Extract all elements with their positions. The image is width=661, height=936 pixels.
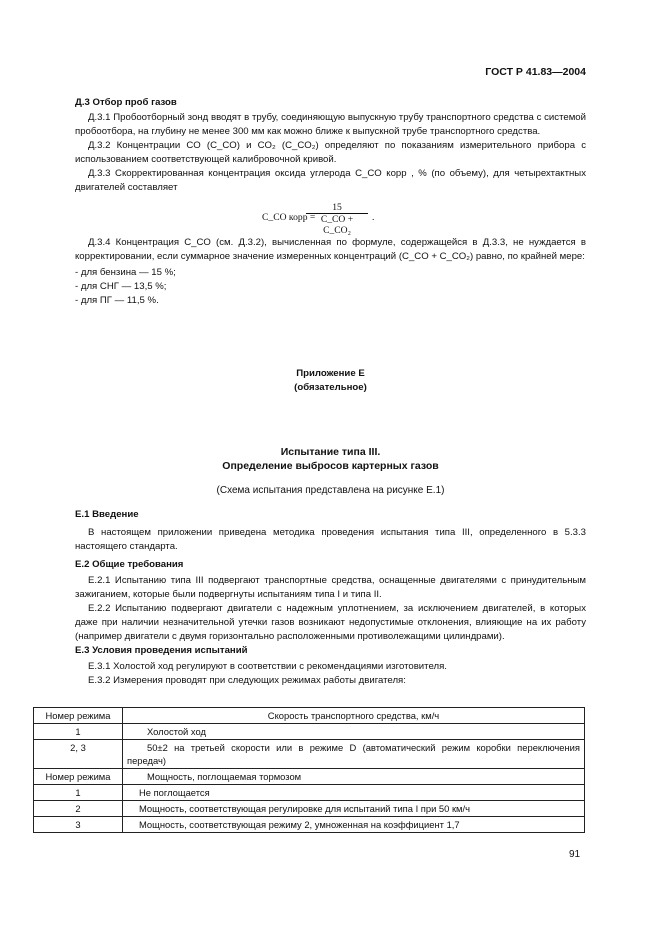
table-cell: Холостой ход <box>123 724 585 740</box>
formula-tail: . <box>372 212 375 223</box>
table-row <box>34 740 585 769</box>
table-cell: 1 <box>34 724 123 740</box>
formula-numerator: 15 <box>306 202 368 214</box>
section-e3-title: Е.3 Условия проведения испытаний <box>75 645 248 656</box>
annex-heading-2: Определение выбросов картерных газов <box>222 460 439 472</box>
annex-heading-1: Испытание типа III. <box>280 446 381 458</box>
table-header-cell: Номер режима <box>34 769 123 785</box>
section-e2-title: Е.2 Общие требования <box>75 559 184 570</box>
table-header-row <box>34 769 585 785</box>
paragraph-d32: Д.3.2 Концентрации CO (C_CO) и CO₂ (C_CO₂) определяют по показаниям измерительного прибора с использованием соответствующей калибровочной кривой. <box>75 140 586 165</box>
paragraph-d31: Д.3.1 Пробоотборный зонд вводят в трубу, соединяющую выпускную трубу транспортного средства с системой пробоотбора, на глубину не менее 300 мм как можно ближе к выпускной трубе транспортного средства. <box>75 112 586 137</box>
modes-table <box>33 707 585 833</box>
paragraph-e21: Е.2.1 Испытанию типа III подвергают транспортные средства, оснащенные двигателями с принудительным зажиганием, которые были подвергнуты испытаниям типа I и типа II. <box>75 575 586 600</box>
paragraph-e32: Е.3.2 Измерения проводят при следующих режимах работы двигателя: <box>88 675 406 686</box>
annex-title: Приложение Е <box>296 368 365 379</box>
page-number: 91 <box>569 849 581 860</box>
paragraph-d34: Д.3.4 Концентрация C_CO (см. Д.3.2), вычисленная по формуле, содержащейся в Д.3.3, не нуждается в корректировании, если суммарное значение измеренных концентраций (C_CO + C_CO₂) равно, по крайней мере: <box>75 237 586 262</box>
formula-lhs: C_CO корр = <box>262 212 316 223</box>
table-header-cell: Скорость транспортного средства, км/ч <box>123 708 585 724</box>
section-e1-title: Е.1 Введение <box>75 509 139 520</box>
document-id: ГОСТ Р 41.83—2004 <box>485 66 586 78</box>
table-header-cell: Номер режима <box>34 708 123 724</box>
paragraph-d33: Д.3.3 Скорректированная концентрация оксида углерода C_CO корр , % (по объему), для четырехтактных двигателей составляет <box>75 168 586 193</box>
formula-cco-corr <box>262 202 412 238</box>
annex-note: (Схема испытания представлена на рисунке Е.1) <box>216 485 445 496</box>
paragraph-e22: Е.2.2 Испытанию подвергают двигатели с надежным уплотнением, за исключением двигателей, в которых даже при наличии незначительной утечки газов возникают недопустимые отклонения, влияющие на их работу (например двигатели с двумя горизонтально расположенными противолежащими цилиндрами). <box>75 603 586 642</box>
table-cell: Мощность, соответствующая регулировке для испытаний типа I при 50 км/ч <box>123 801 585 817</box>
table-cell: Мощность, соответствующая режиму 2, умноженная на коэффициент 1,7 <box>123 817 585 833</box>
table-header-row <box>34 708 585 724</box>
annex-status: (обязательное) <box>294 382 367 393</box>
list-item: - для ПГ — 11,5 %. <box>75 295 159 306</box>
section-d3-title: Д.3 Отбор проб газов <box>75 97 177 108</box>
table-cell: 2, 3 <box>34 740 123 769</box>
table-cell: 1 <box>34 785 123 801</box>
paragraph-e1: В настоящем приложении приведена методика проведения испытания типа III, определенного в 5.3.3 настоящего стандарта. <box>75 527 586 552</box>
table-cell: 2 <box>34 801 123 817</box>
table-row <box>34 801 585 817</box>
table-row <box>34 785 585 801</box>
list-item: - для СНГ — 13,5 %; <box>75 281 167 292</box>
list-item: - для бензина — 15 %; <box>75 267 176 278</box>
formula-denominator: C_CO + C_CO₂ <box>320 214 354 236</box>
table-cell: 50±2 на третьей скорости или в режиме D (автоматический режим коробки переключения передач) <box>123 740 585 769</box>
table-row <box>34 817 585 833</box>
paragraph-e31: Е.3.1 Холостой ход регулируют в соответствии с рекомендациями изготовителя. <box>88 661 447 672</box>
table-header-cell: Мощность, поглощаемая тормозом <box>123 769 585 785</box>
table-row <box>34 724 585 740</box>
table-cell: 3 <box>34 817 123 833</box>
table-cell: Не поглощается <box>123 785 585 801</box>
